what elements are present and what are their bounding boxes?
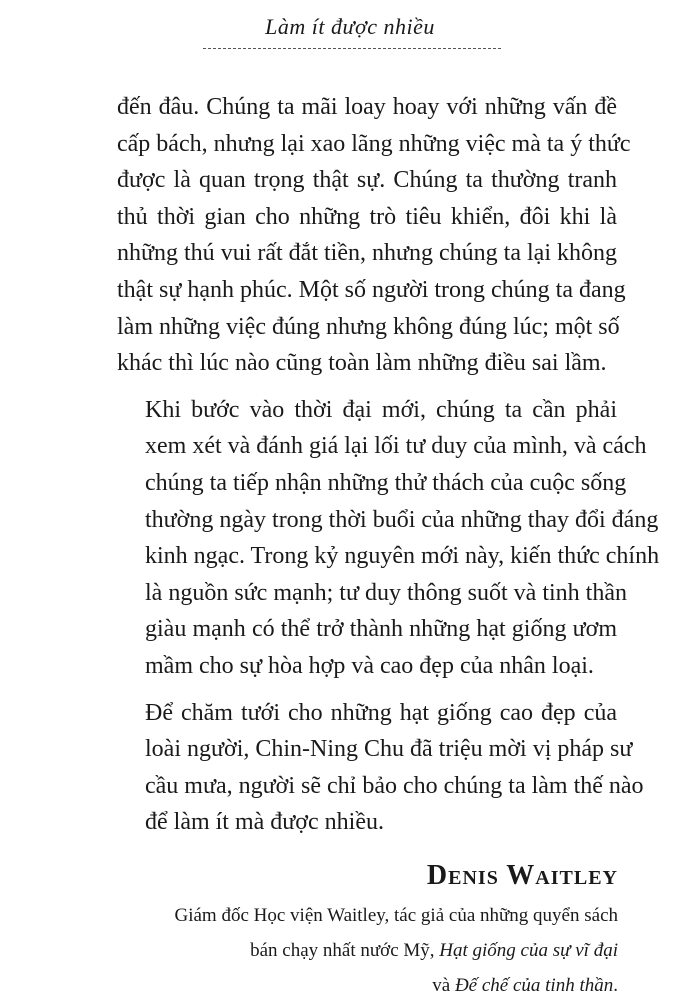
text-line: Để chăm tưới cho những hạt giống cao đẹp của	[145, 699, 617, 726]
text-line: được là quan trọng thật sự. Chúng ta thường tranh	[117, 167, 617, 194]
text-line: khác thì lúc nào cũng toàn làm những điều sai lầm.	[117, 350, 607, 377]
text-line: làm những việc đúng nhưng không đúng lúc; một số	[117, 313, 620, 340]
text-line: cấp bách, nhưng lại xao lãng những việc mà ta ý thức	[117, 130, 631, 157]
text-line: giàu mạnh có thể trở thành những hạt giống ươm	[145, 616, 617, 643]
author-desc-text: và	[432, 975, 455, 996]
running-header	[0, 14, 700, 40]
text-line: loài người, Chin-Ning Chu đã triệu mời vị pháp sư	[145, 736, 633, 763]
paragraph-2	[117, 392, 660, 685]
book-title: Hạt giống của sự vĩ đại	[439, 940, 618, 961]
running-title: Làm ít được nhiều	[265, 14, 435, 39]
text-line: kinh ngạc. Trong kỷ nguyên mới này, kiến thức chính	[145, 543, 660, 570]
text-line: để làm ít mà được nhiều.	[145, 809, 384, 836]
paragraph-3	[117, 695, 644, 841]
book-title: Đế chế của tinh thần	[454, 975, 614, 996]
text-line: xem xét và đánh giá lại lối tư duy của mình, và cách	[145, 433, 647, 460]
header-divider	[203, 48, 501, 49]
text-line: cầu mưa, người sẽ chỉ bảo cho chúng ta làm thế nào	[145, 772, 644, 799]
text-line: đến đâu. Chúng ta mãi loay hoay với những vấn đề	[117, 94, 617, 120]
text-line: là nguồn sức mạnh; tư duy thông suốt và tinh thần	[145, 579, 627, 606]
text-line: chúng ta tiếp nhận những thử thách của cuộc sống	[145, 469, 627, 496]
author-desc-text: bán chạy nhất nước Mỹ,	[250, 940, 440, 961]
text-line: thủ thời gian cho những trò tiêu khiển, đôi khi là	[117, 203, 617, 230]
signature-block	[174, 860, 618, 1003]
text-line: những thú vui rất đắt tiền, nhưng chúng ta lại không	[117, 240, 617, 267]
text-line: thường ngày trong thời buổi của những thay đổi đáng	[145, 506, 659, 533]
author-desc-line	[174, 933, 618, 968]
author-desc-text: .	[613, 975, 618, 996]
author-description	[174, 898, 618, 1003]
text-line: mầm cho sự hòa hợp và cao đẹp của nhân loại.	[145, 652, 594, 679]
body-text	[117, 89, 660, 841]
paragraph-1	[117, 89, 631, 382]
author-desc-line: Giám đốc Học viện Waitley, tác giả của những quyển sách	[174, 905, 618, 926]
text-line: Khi bước vào thời đại mới, chúng ta cần phải	[145, 396, 617, 423]
author-name: Denis Waitley	[426, 860, 618, 891]
text-line: thật sự hạnh phúc. Một số người trong chúng ta đang	[117, 276, 626, 303]
